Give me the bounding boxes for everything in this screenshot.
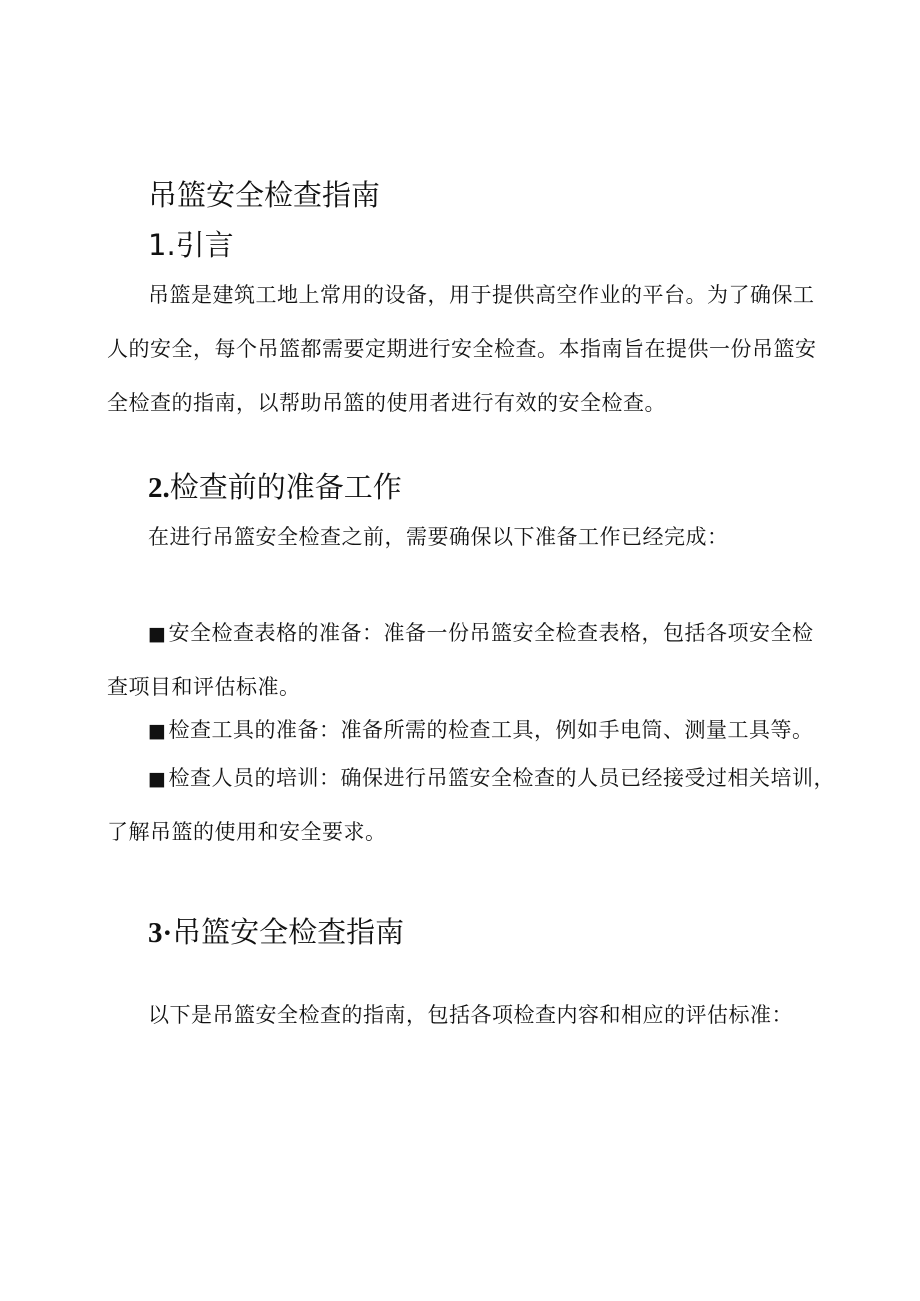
- section-2-intro: 在进行吊篮安全检查之前，需要确保以下准备工作已经完成：: [148, 525, 729, 549]
- section-1-title: 引言: [175, 228, 234, 262]
- bullet-3: ■: [148, 768, 167, 790]
- section-2-title: 检查前的准备工作: [169, 470, 402, 504]
- section-3-number: 3·: [148, 917, 173, 949]
- document-title: 吊篮安全检查指南: [148, 178, 381, 212]
- section-1-line-3: 全检查的指南，以帮助吊篮的使用者进行有效的安全检查。: [107, 391, 666, 415]
- section-3-title: 吊篮安全检查指南: [172, 915, 405, 949]
- prep-list-item-3: [107, 751, 835, 859]
- section-1-paragraph: [107, 268, 817, 430]
- prep-item-1-line-2: 查项目和评估标准。: [107, 675, 301, 699]
- bullet-1: ■: [148, 623, 167, 645]
- section-1-line-1: 吊篮是建筑工地上常用的设备，用于提供高空作业的平台。为了确保工: [148, 283, 815, 307]
- section-2-number: 2.: [148, 472, 170, 504]
- section-2-heading: [148, 469, 402, 506]
- prep-item-3-line-2: 了解吊篮的使用和安全要求。: [107, 820, 387, 844]
- section-1-number: 1.: [148, 228, 176, 262]
- section-3-heading: [148, 914, 404, 951]
- bullet-2: ■: [148, 720, 167, 742]
- section-1-heading: [148, 227, 234, 263]
- prep-list-item-1: [107, 606, 814, 714]
- prep-item-3-line-1: 检查人员的培训：确保进行吊篮安全检查的人员已经接受过相关培训，: [168, 766, 835, 790]
- section-1-line-2: 人的安全，每个吊篮都需要定期进行安全检查。本指南旨在提供一份吊篮安: [107, 337, 817, 361]
- prep-item-2-line-1: 检查工具的准备：准备所需的检查工具，例如手电筒、测量工具等。: [168, 718, 814, 742]
- section-3-intro: 以下是吊篮安全检查的指南，包括各项检查内容和相应的评估标准：: [148, 1003, 793, 1027]
- prep-item-1-line-1: 安全检查表格的准备：准备一份吊篮安全检查表格，包括各项安全检: [168, 621, 814, 645]
- prep-list-item-2: [148, 703, 813, 757]
